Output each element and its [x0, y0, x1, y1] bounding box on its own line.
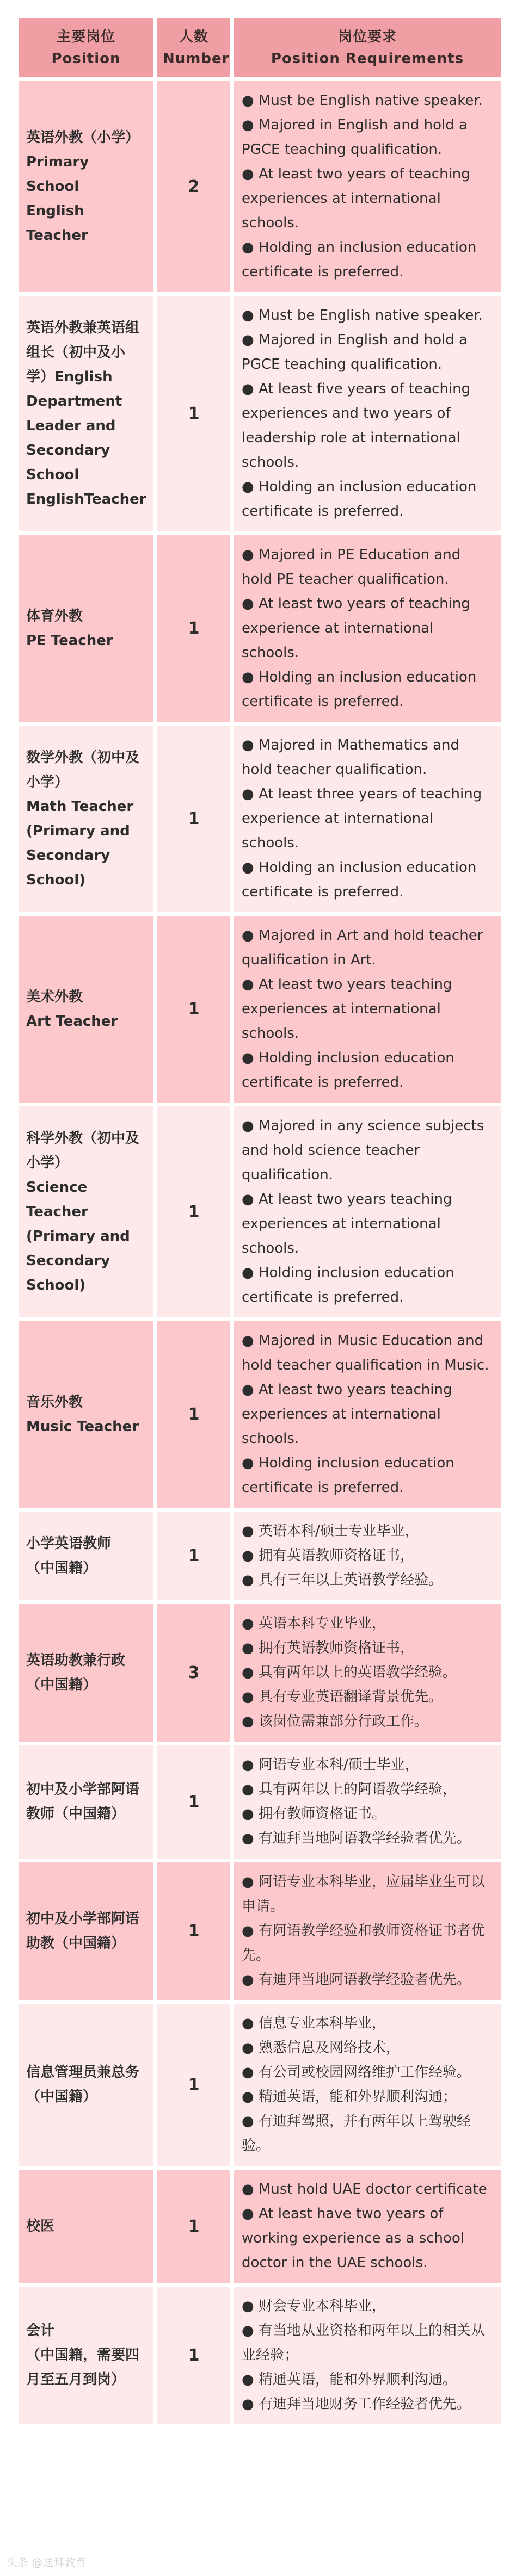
headcount-cell: 1 — [157, 916, 230, 1103]
requirement-item: ● 精通英语，能和外界顺利沟通。 — [242, 2368, 493, 2392]
requirement-item: ● 精通英语，能和外界顺利沟通； — [242, 2085, 493, 2109]
position-cell: 英语外教兼英语组组长（初中及小学）English Department Leader and Secondary School EnglishTeacher — [19, 296, 153, 531]
headcount-cell: 1 — [157, 2170, 230, 2283]
headcount-cell: 1 — [157, 1745, 230, 1859]
requirement-item: ● At least three years of teaching experience at international schools. — [242, 782, 493, 856]
requirements-cell — [234, 2287, 501, 2424]
requirement-item: ● Must be English native speaker. — [242, 89, 493, 113]
requirement-item: ● 阿语专业本科毕业，应届毕业生可以申请。 — [242, 1870, 493, 1919]
requirement-item: ● 英语本科/硕士专业毕业， — [242, 1519, 493, 1544]
headcount-cell: 1 — [157, 2287, 230, 2424]
requirements-list — [242, 89, 493, 284]
requirements-list — [242, 2011, 493, 2158]
table-row — [19, 2287, 501, 2424]
requirements-list — [242, 1329, 493, 1500]
requirement-item: ● 有当地从业资格和两年以上的相关从业经验； — [242, 2319, 493, 2368]
requirements-cell — [234, 1862, 501, 2000]
requirement-item: ● 信息专业本科毕业， — [242, 2011, 493, 2036]
requirement-item: ● Holding an inclusion education certificate is preferred. — [242, 236, 493, 284]
requirement-item: ● Must hold UAE doctor certificate — [242, 2177, 493, 2202]
requirement-item: ● At least two years of teaching experiences at international schools. — [242, 162, 493, 236]
requirement-item: ● At least two years teaching experiences at international schools. — [242, 973, 493, 1046]
headcount-cell: 1 — [157, 1862, 230, 2000]
table-row — [19, 1745, 501, 1859]
position-cell: 英语助教兼行政 （中国籍） — [19, 1604, 153, 1742]
position-cell: 科学外教（初中及小学） Science Teacher (Primary and Secondary School) — [19, 1106, 153, 1317]
requirement-item: ● Holding an inclusion education certificate is preferred. — [242, 856, 493, 905]
position-cell: 音乐外教 Music Teacher — [19, 1321, 153, 1508]
requirements-list — [242, 1114, 493, 1310]
recruitment-table — [15, 15, 505, 2428]
position-cell: 英语外教（小学） Primary School English Teacher — [19, 81, 153, 292]
requirement-item: ● Holding an inclusion education certificate is preferred. — [242, 665, 493, 714]
requirements-list — [242, 1612, 493, 1734]
requirement-item: ● Majored in Art and hold teacher qualification in Art. — [242, 924, 493, 973]
requirements-cell — [234, 916, 501, 1103]
requirement-item: ● 该岗位需兼部分行政工作。 — [242, 1710, 493, 1734]
requirement-item: ● 具有两年以上的英语教学经验。 — [242, 1661, 493, 1685]
position-cell: 初中及小学部阿语教师（中国籍） — [19, 1745, 153, 1859]
table-row — [19, 916, 501, 1103]
table-row — [19, 81, 501, 292]
table-row — [19, 726, 501, 912]
table-header-row — [19, 18, 501, 77]
requirements-cell — [234, 1512, 501, 1600]
requirements-list — [242, 1870, 493, 1992]
table-row — [19, 1512, 501, 1600]
table-row — [19, 2170, 501, 2283]
requirements-list — [242, 733, 493, 905]
requirement-item: ● 有迪拜当地阿语教学经验者优先。 — [242, 1826, 493, 1851]
headcount-cell: 1 — [157, 535, 230, 722]
position-cell: 会计 （中国籍，需要四月至五月到岗） — [19, 2287, 153, 2424]
requirement-item: ● 阿语专业本科/硕士毕业， — [242, 1753, 493, 1778]
position-cell: 信息管理员兼总务 （中国籍） — [19, 2004, 153, 2166]
requirement-item: ● 具有三年以上英语教学经验。 — [242, 1568, 493, 1593]
table-row — [19, 2004, 501, 2166]
requirement-item: ● Majored in Music Education and hold teacher qualification in Music. — [242, 1329, 493, 1378]
requirements-list — [242, 1519, 493, 1593]
recruitment-table-container — [15, 15, 505, 2428]
requirements-list — [242, 543, 493, 714]
headcount-cell: 1 — [157, 1106, 230, 1317]
requirement-item: ● 拥有英语教师资格证书， — [242, 1636, 493, 1661]
requirement-item: ● Holding an inclusion education certificate is preferred. — [242, 475, 493, 524]
requirement-item: ● 拥有教师资格证书。 — [242, 1802, 493, 1826]
headcount-cell: 1 — [157, 1321, 230, 1508]
requirement-item: ● 有公司或校园网络维护工作经验。 — [242, 2060, 493, 2085]
requirements-cell — [234, 2170, 501, 2283]
requirement-item: ● Holding inclusion education certificate is preferred. — [242, 1046, 493, 1095]
requirements-list — [242, 304, 493, 524]
headcount-cell: 1 — [157, 726, 230, 912]
requirements-list — [242, 2177, 493, 2275]
requirement-item: ● 拥有英语教师资格证书， — [242, 1544, 493, 1568]
requirement-item: ● Majored in English and hold a PGCE teaching qualification. — [242, 113, 493, 162]
requirement-item: ● Majored in PE Education and hold PE teacher qualification. — [242, 543, 493, 592]
requirements-cell — [234, 81, 501, 292]
requirements-cell — [234, 1321, 501, 1508]
requirement-item: ● At least two years teaching experiences at international schools. — [242, 1187, 493, 1261]
requirement-item: ● 英语本科专业毕业， — [242, 1612, 493, 1636]
requirement-item: ● Holding inclusion education certificate is preferred. — [242, 1261, 493, 1310]
requirement-item: ● 有迪拜驾照，并有两年以上驾驶经验。 — [242, 2109, 493, 2158]
requirement-item: ● Majored in any science subjects and hold science teacher qualification. — [242, 1114, 493, 1187]
table-row — [19, 1604, 501, 1742]
requirement-item: ● 熟悉信息及网络技术， — [242, 2036, 493, 2060]
position-cell: 校医 — [19, 2170, 153, 2283]
requirement-item: ● 有迪拜当地阿语教学经验者优先。 — [242, 1968, 493, 1992]
requirements-list — [242, 2294, 493, 2417]
requirements-cell — [234, 2004, 501, 2166]
position-cell: 初中及小学部阿语助教（中国籍） — [19, 1862, 153, 2000]
requirements-cell — [234, 1106, 501, 1317]
requirements-list — [242, 1753, 493, 1851]
position-cell: 体育外教 PE Teacher — [19, 535, 153, 722]
table-row — [19, 535, 501, 722]
requirement-item: ● 有阿语教学经验和教师资格证书者优先。 — [242, 1919, 493, 1968]
requirement-item: ● Holding inclusion education certificate is preferred. — [242, 1451, 493, 1500]
position-cell: 小学英语教师 （中国籍） — [19, 1512, 153, 1600]
table-body — [19, 81, 501, 2424]
requirement-item: ● Majored in Mathematics and hold teacher qualification. — [242, 733, 493, 782]
headcount-cell: 1 — [157, 2004, 230, 2166]
headcount-cell: 1 — [157, 296, 230, 531]
table-row — [19, 1321, 501, 1508]
headcount-cell: 2 — [157, 81, 230, 292]
requirement-item: ● 有迪拜当地财务工作经验者优先。 — [242, 2392, 493, 2417]
position-cell: 美术外教 Art Teacher — [19, 916, 153, 1103]
table-row — [19, 296, 501, 531]
requirement-item: ● At least two years of teaching experience at international schools. — [242, 592, 493, 665]
requirement-item: ● At least two years teaching experiences at international schools. — [242, 1378, 493, 1451]
table-row — [19, 1106, 501, 1317]
requirements-cell — [234, 726, 501, 912]
requirement-item: ● 财会专业本科毕业， — [242, 2294, 493, 2319]
header-position: 主要岗位 Position — [19, 18, 153, 77]
table-row — [19, 1862, 501, 2000]
requirements-cell — [234, 296, 501, 531]
requirements-cell — [234, 535, 501, 722]
watermark: 头条 @迪拜教育 — [7, 2556, 87, 2569]
header-number: 人数 Number — [157, 18, 230, 77]
requirements-cell — [234, 1604, 501, 1742]
requirement-item: ● 具有两年以上的阿语教学经验， — [242, 1778, 493, 1802]
position-cell: 数学外教（初中及小学） Math Teacher (Primary and Secondary School) — [19, 726, 153, 912]
headcount-cell: 1 — [157, 1512, 230, 1600]
requirement-item: ● At least have two years of working experience as a school doctor in the UAE schools. — [242, 2202, 493, 2275]
requirement-item: ● Must be English native speaker. — [242, 304, 493, 328]
requirement-item: ● At least five years of teaching experiences and two years of leadership role at international schools. — [242, 377, 493, 475]
headcount-cell: 3 — [157, 1604, 230, 1742]
requirement-item: ● 具有专业英语翻译背景优先。 — [242, 1685, 493, 1710]
header-requirements: 岗位要求 Position Requirements — [234, 18, 501, 77]
requirements-list — [242, 924, 493, 1095]
requirement-item: ● Majored in English and hold a PGCE teaching qualification. — [242, 328, 493, 377]
requirements-cell — [234, 1745, 501, 1859]
